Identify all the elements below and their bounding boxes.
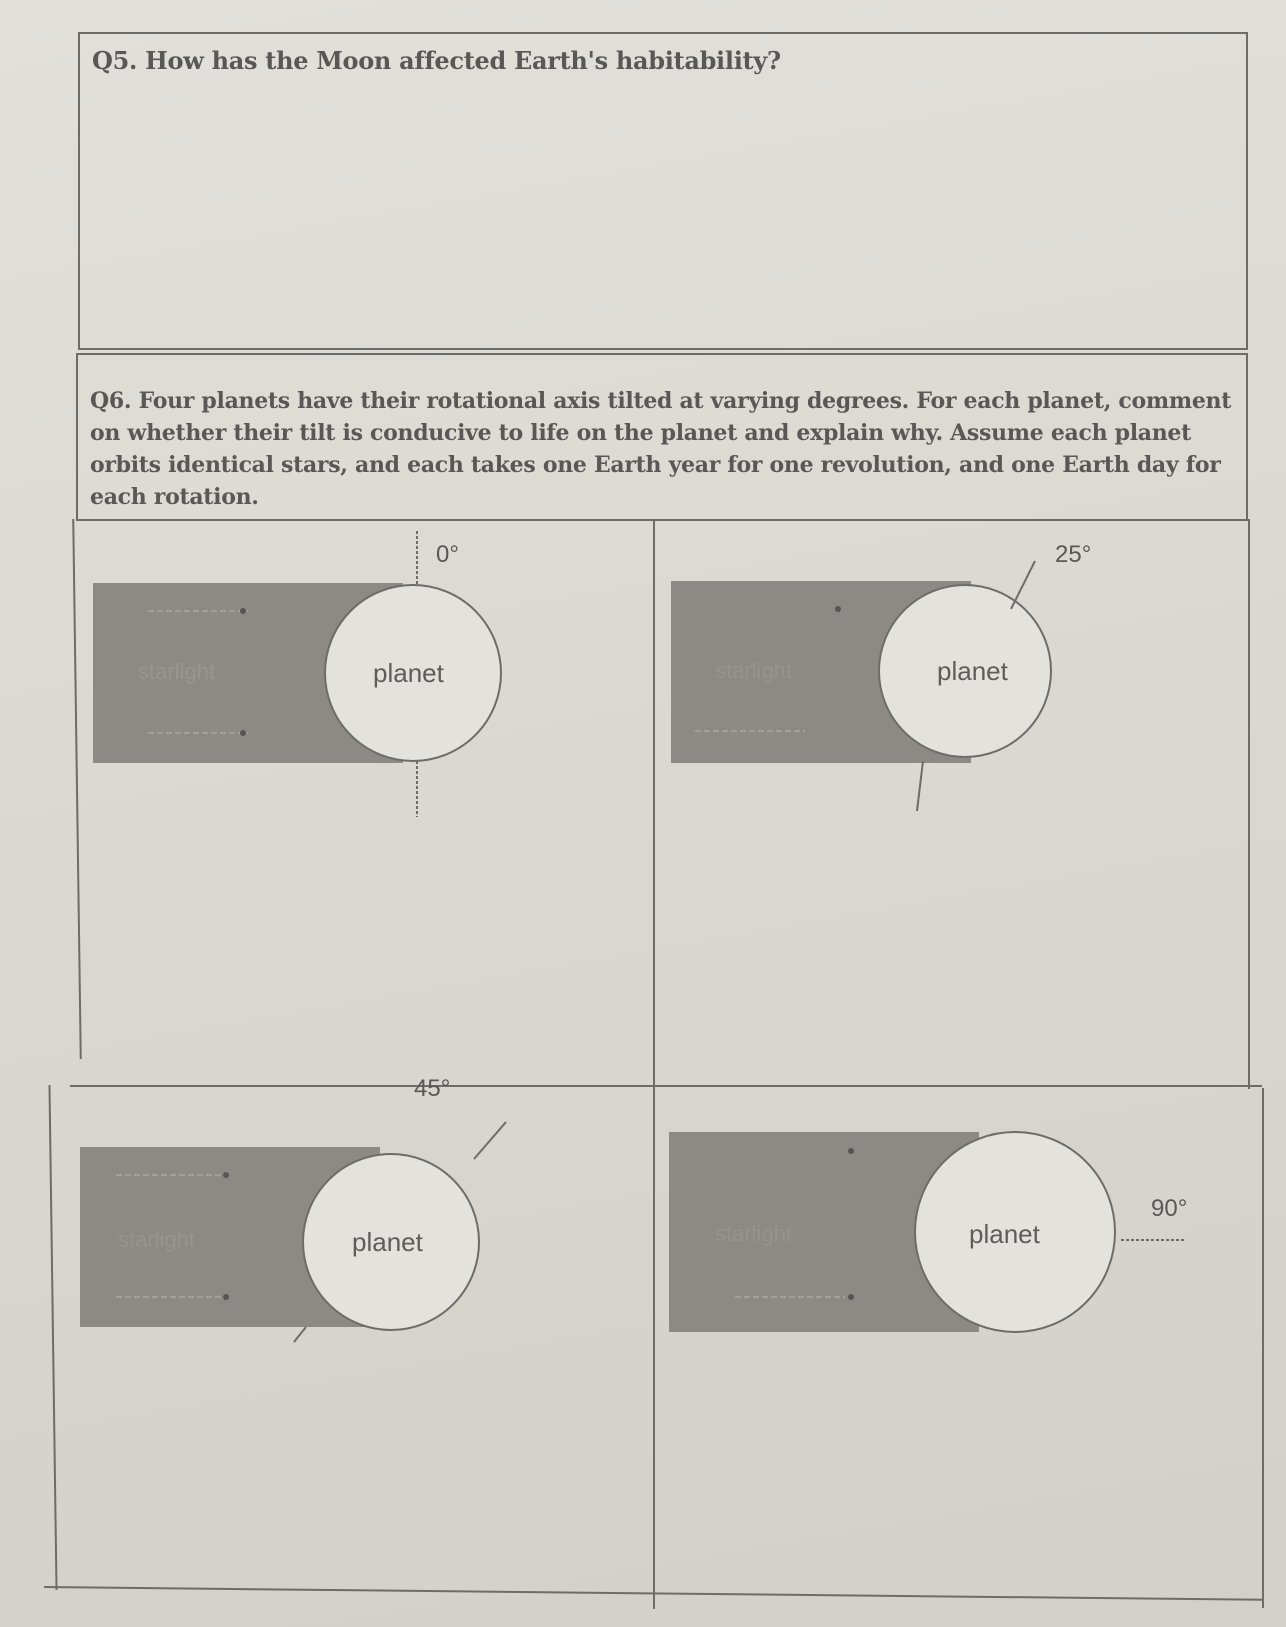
panel-0-degrees (78, 521, 653, 1085)
planet-label: planet (352, 1227, 423, 1257)
panel-45-degrees (56, 1075, 653, 1587)
panel-answer-area[interactable] (66, 1357, 643, 1577)
tilt-label: 90° (1151, 1195, 1188, 1222)
tilt-label: 0° (436, 541, 459, 568)
planet-label: planet (937, 656, 1008, 686)
starlight-label: starlight (715, 1221, 793, 1246)
tilt-label: 25° (1055, 541, 1092, 568)
q5-box (78, 32, 1248, 350)
q5-prompt: Q5. How has the Moon affected Earth's habitability? (92, 46, 781, 75)
starlight-label: starlight (138, 659, 216, 684)
tilt-label: 45° (414, 1075, 451, 1102)
panel-90-degrees (655, 1087, 1262, 1587)
q6-prompt: Q6. Four planets have their rotational axis tilted at varying degrees. For each planet, comment on whether their tilt is conducive to life on the planet and explain why. Assume each planet orbits identical stars, and each takes one Earth year for one revolution, and one Earth day for each rotation. (90, 388, 1232, 510)
panel-answer-area[interactable] (88, 831, 643, 1075)
table-right-border (1248, 519, 1250, 1089)
panel-answer-area[interactable] (665, 831, 1238, 1075)
tilt-diagram-45 (56, 1087, 653, 1347)
q5-answer-area[interactable] (90, 94, 1236, 338)
q6-header-box (76, 353, 1248, 521)
starlight-label: starlight (715, 658, 793, 683)
planet-label: planet (373, 658, 444, 688)
table-right-border-lower (1262, 1088, 1264, 1608)
planet-label: planet (969, 1219, 1040, 1249)
panel-25-degrees (655, 521, 1248, 1085)
panel-answer-area[interactable] (665, 1357, 1252, 1577)
starlight-label: starlight (118, 1227, 196, 1252)
